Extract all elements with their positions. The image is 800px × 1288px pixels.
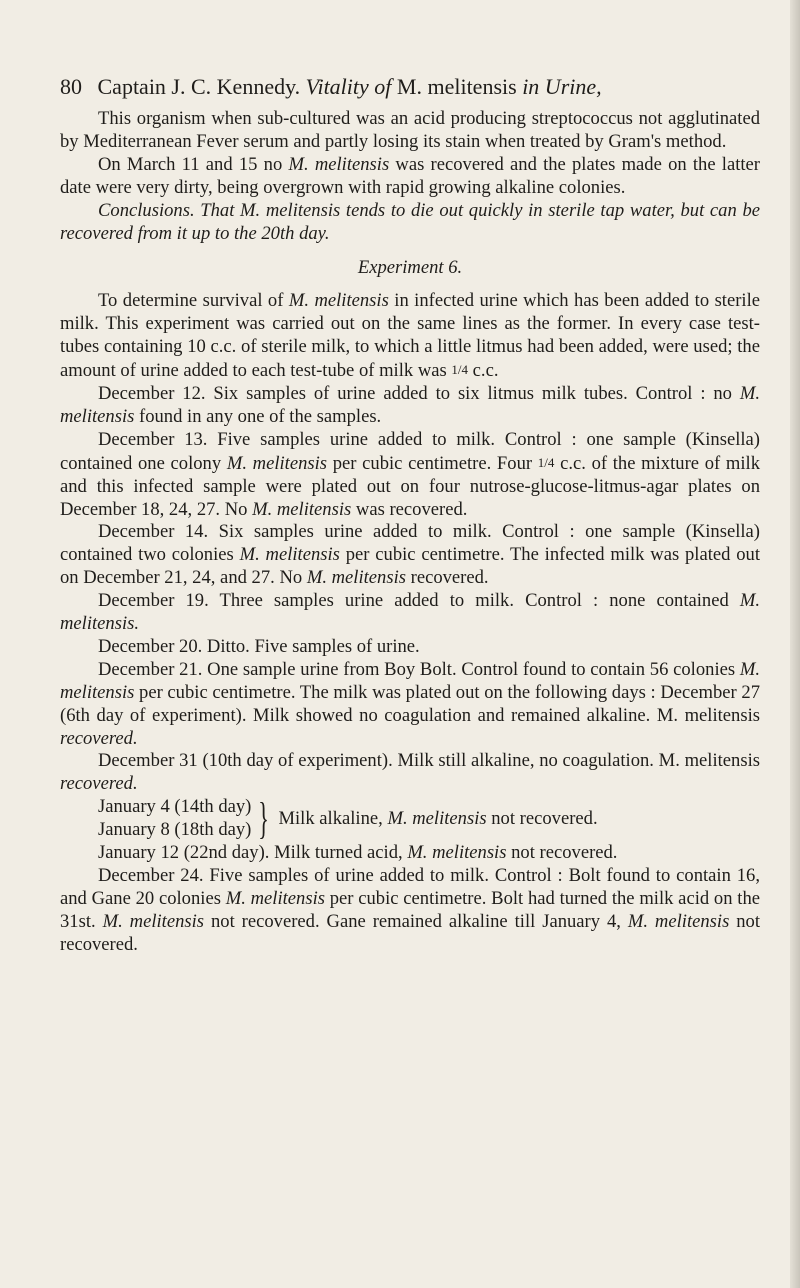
header-author: Captain J. C. Kennedy. [97, 74, 301, 99]
page-edge [790, 0, 800, 1288]
page-number: 80 [60, 74, 82, 99]
entry-december-19: December 19. Three samples urine added to milk. Control : none contained M. melitensis. [60, 590, 760, 635]
bracketed-dates [98, 796, 251, 842]
header-title-italic-2: in Urine, [522, 74, 602, 99]
entry-december-13: December 13. Five samples urine added to milk. Control : one sample (Kinsella) contained one colony M. melitensis per cubic centimetre. Four 1/4 c.c. of the mixture of milk and this infected sample were plated out on four nutrose-glucose-litmus-agar plates on December 18, 24, 27. No M. melitensis was recovered. [60, 428, 760, 520]
entry-december-20: December 20. Ditto. Five samples of urine. [98, 635, 420, 657]
conclusion-paragraph: Conclusions. That M. melitensis tends to die out quickly in sterile tap water, but can be recovered from it up to the 20th day. [60, 199, 760, 244]
entry-january-4-8 [98, 796, 760, 842]
date-january-8: January 8 (18th day) [98, 819, 252, 841]
experiment-intro: To determine survival of M. melitensis in infected urine which has been added to sterile milk. This experiment was carried out on the same lines as the former. In every case test-tubes containing 10 c.c. of sterile milk, to which a little litmus had been added, were used; the amount of urine added to each test-tube of milk was 1/4 c.c. [60, 290, 760, 382]
entry-december-31: December 31 (10th day of experiment). Milk still alkaline, no coagulation. M. melitensis recovered. [60, 750, 760, 795]
entry-december-12: December 12. Six samples of urine added to six litmus milk tubes. Control : no M. melitensis found in any one of the samples. [60, 382, 760, 427]
entry-january-12: January 12 (22nd day). Milk turned acid, M. melitensis not recovered. [98, 842, 618, 864]
experiment-heading: Experiment 6. [357, 257, 463, 279]
entry-december-24: December 24. Five samples of urine added to milk. Control : Bolt found to contain 16, and Gane 20 colonies M. melitensis per cubic centimetre. Bolt had turned the milk acid on the 31st. M. melitensis not recovered. Gane remained alkaline till January 4, M. melitensis not recovered. [60, 865, 761, 955]
book-page [60, 72, 760, 957]
right-brace: } [258, 794, 270, 844]
entry-december-14: December 14. Six samples urine added to milk. Control : one sample (Kinsella) contained two colonies M. melitensis per cubic centimetre. The infected milk was plated out on December 21, 24, and 27. No M. melitensis recovered. [60, 521, 760, 589]
date-january-4: January 4 (14th day) [98, 796, 252, 818]
header-title-italic: Vitality of [305, 74, 392, 99]
bracketed-result: Milk alkaline, M. melitensis not recovered. [278, 808, 598, 830]
running-head [60, 72, 760, 102]
entry-december-21: December 21. One sample urine from Boy Bolt. Control found to contain 56 colonies M. melitensis per cubic centimetre. The milk was plated out on the following days : December 27 (6th day of experiment). Milk showed no coagulation and remained alkaline. M. melitensis recovered. [60, 658, 760, 749]
header-title-organism: M. melitensis [396, 74, 517, 99]
intro-paragraph-1: This organism when sub-cultured was an acid producing streptococcus not agglutinated by Mediterranean Fever serum and partly losing its stain when treated by Gram's method. [60, 108, 760, 152]
intro-paragraph-2: On March 11 and 15 no M. melitensis was recovered and the plates made on the latter date were very dirty, being overgrown with rapid growing alkaline colonies. [60, 153, 760, 198]
